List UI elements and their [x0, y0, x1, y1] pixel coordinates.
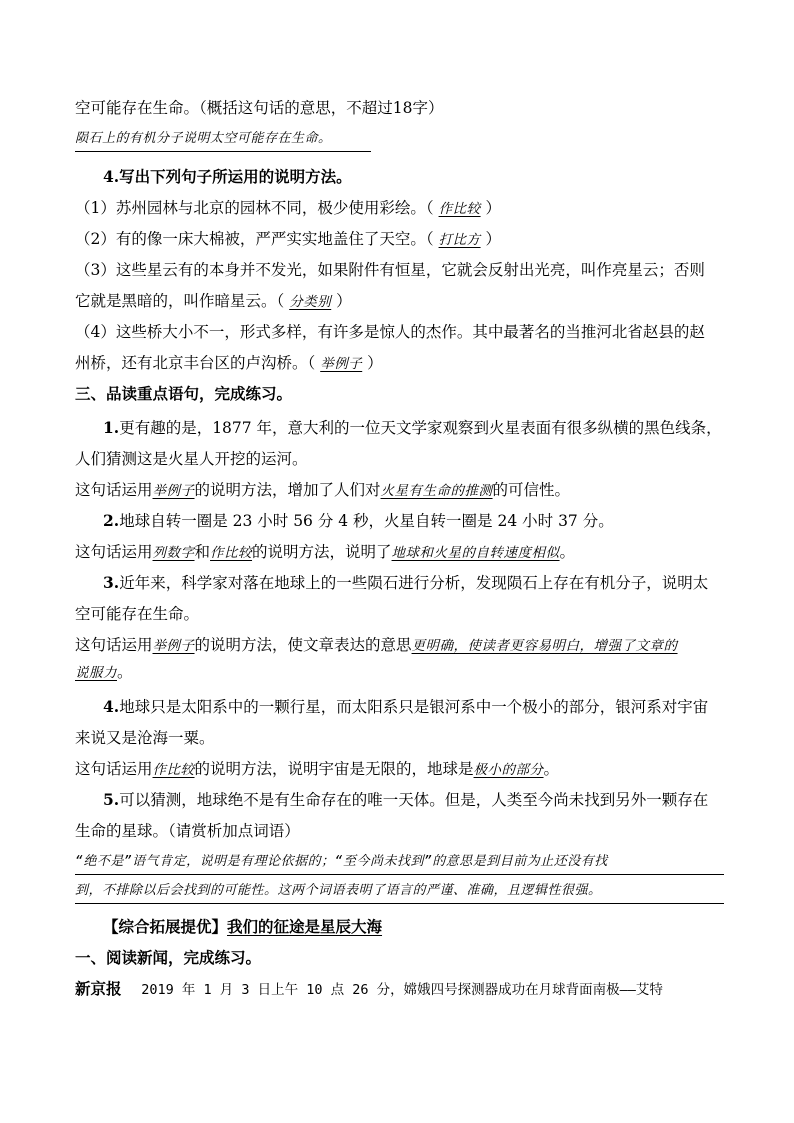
answer-5-line-2: 到，不排除以后会找到的可能性。这两个词语表明了语言的严谨、准确，且逻辑性很强。 — [75, 881, 724, 904]
sentence-2: 2.地球自转一圈是 23 小时 56 分 4 秒，火星自转一圈是 24 小时 37 分。 — [103, 511, 614, 530]
sentence-5-cont: 生命的星球。（请赏析加点词语） — [75, 822, 300, 840]
sentence-1: 1.更有趣的是，1877 年，意大利的一位天文学家观察到火星表面有很多纵横的黑色线条， — [103, 418, 722, 437]
answer: 地球和火星的自转速度相似 — [391, 545, 560, 561]
answer: 举例子 — [152, 638, 195, 654]
q4-item-4: （4）这些桥大小不一，形式多样，有许多是惊人的杰作。其中最著名的当推河北省赵县的赵 — [75, 323, 705, 341]
q4-item-3: （3）这些星云有的本身并不发光，如果附件有恒星，它就会反射出光亮，叫作亮星云；否则 — [75, 261, 705, 279]
answer: 更明确，使读者更容易明白，增强了文章的 — [411, 638, 678, 654]
reading-title: 一、阅读新闻，完成练习。 — [75, 948, 262, 967]
answer-3: 这句话运用举例子的说明方法，使文章表达的意思更明确，使读者更容易明白，增强了文章的 — [75, 636, 678, 654]
answer-4: 这句话运用作比较的说明方法，说明宇宙是无限的，地球是极小的部分。 — [75, 760, 560, 778]
q4-item-4-cont: 州桥，还有北京丰台区的卢沟桥。（ 举例子 ） — [75, 354, 383, 372]
answer: 分类别 — [289, 294, 332, 310]
q4-item-1: （1）苏州园林与北京的园林不同，极少使用彩绘。（ 作比较 ） — [75, 199, 502, 217]
extension-heading: 【综合拓展提优】我们的征途是星辰大海 — [103, 917, 383, 936]
sentence-5: 5.可以猜测，地球绝不是有生命存在的唯一天体。但是，人类至今尚未找到另外一颗存在 — [103, 790, 709, 809]
answer: 作比较 — [438, 201, 481, 217]
q4-item-2: （2）有的像一床大棉被，严严实实地盖住了天空。（ 打比方 ） — [75, 230, 502, 248]
answer: 极小的部分 — [473, 762, 544, 778]
answer: 列数字 — [152, 545, 195, 561]
answer: 说服力 — [75, 665, 117, 681]
q4-title: 4.写出下列句子所运用的说明方法。 — [103, 167, 352, 186]
answer: 作比较 — [152, 762, 195, 778]
sentence-4-cont: 来说又是沧海一粟。 — [75, 729, 215, 747]
sentence-4: 4.地球只是太阳系中的一颗行星，而太阳系只是银河系中一个极小的部分，银河系对宇宙 — [103, 697, 709, 716]
answer: 打比方 — [438, 232, 481, 248]
sentence-3-cont: 空可能存在生命。 — [75, 605, 200, 623]
answer: 火星有生命的推测 — [380, 483, 493, 499]
answer: 作比较 — [210, 545, 253, 561]
news-source: 新京报 — [75, 979, 122, 998]
answer-line: 陨石上的有机分子说明太空可能存在生命。 — [75, 129, 371, 152]
answer-3-cont: 说服力。 — [75, 663, 133, 681]
answer-2: 这句话运用列数字和作比较的说明方法，说明了地球和火星的自转速度相似。 — [75, 543, 576, 561]
answer-1: 这句话运用举例子的说明方法，增加了人们对火星有生命的推测的可信性。 — [75, 481, 571, 499]
answer-5-line-1: “绝不是”语气肯定，说明是有理论依据的；“至今尚未找到”的意思是到目前为止还没有找 — [75, 852, 724, 875]
answer: 举例子 — [320, 356, 363, 372]
sentence-3: 3.近年来，科学家对落在地球上的一些陨石进行分析，发现陨石上存在有机分子，说明太 — [103, 573, 709, 592]
answer: 举例子 — [152, 483, 195, 499]
extension-title: 我们的征途是星辰大海 — [227, 917, 383, 936]
section-3-title: 三、品读重点语句，完成练习。 — [75, 384, 293, 403]
q4-item-3-cont: 它就是黑暗的，叫作暗星云。（ 分类别 ） — [75, 292, 352, 310]
news-first-line: 新京报 2019 年 1 月 3 日上午 10 点 26 分，嫦娥四号探测器成功在月球背面南极——艾特 — [75, 979, 663, 998]
sentence-1-cont: 人们猜测这是火星人开挖的运河。 — [75, 450, 308, 468]
question-tail: 空可能存在生命。（概括这句话的意思，不超过18字） — [75, 99, 444, 117]
